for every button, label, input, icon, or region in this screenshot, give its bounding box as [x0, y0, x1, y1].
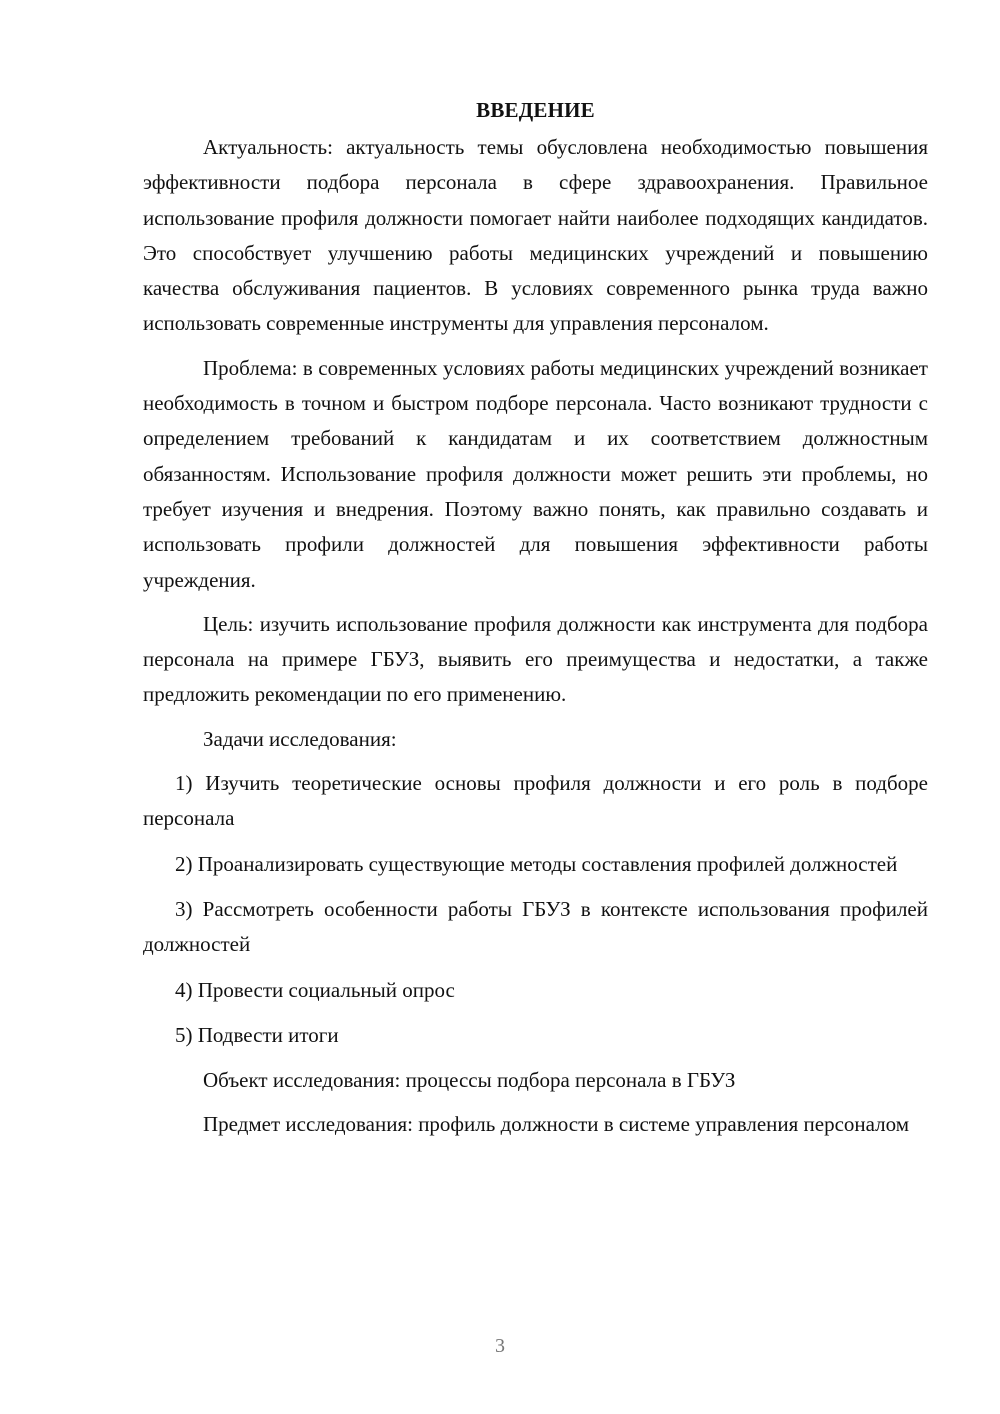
- page-number: 3: [495, 1335, 505, 1357]
- task-item-2: 2) Проанализировать существующие методы составления профилей должностей: [175, 851, 898, 876]
- section-heading: ВВЕДЕНИЕ: [476, 98, 595, 122]
- paragraph-object: Объект исследования: процессы подбора персонала в ГБУЗ: [203, 1068, 736, 1093]
- task-item-4: 4) Провести социальный опрос: [175, 977, 455, 1002]
- task-item-3: 3) Рассмотреть особенности работы ГБУЗ в контексте использования профилей должностей: [143, 896, 928, 957]
- task-item-1: 1) Изучить теоретические основы профиля должности и его роль в подборе персонала: [143, 771, 928, 831]
- paragraph-tasks-intro: Задачи исследования:: [203, 726, 397, 751]
- paragraph-goal: Цель: изучить использование профиля должности как инструмента для подбора персонала на примере ГБУЗ, выявить его преимущества и недостатки, а также предложить рекомендации по его применению.: [143, 611, 928, 707]
- paragraph-relevance: Актуальность: актуальность темы обусловлена необходимостью повышения эффективности подбора персонала в сфере здравоохранения. Правильное использование профиля должности помогает найти наиболее подходящих кандидатов. Это способствует улучшению работы медицинских учреждений и повышению качества обслуживания пациентов. В условиях современного рынка труда важно использовать современные инструменты для управления персоналом.: [143, 135, 928, 336]
- paragraph-problem: Проблема: в современных условиях работы медицинских учреждений возникает необходимость в точном и быстром подборе персонала. Часто возникают трудности с определением требований к кандидатам и их соответствием должностным обязанностям. Использование профиля должности может решить эти проблемы, но требует изучения и внедрения. Поэтому важно понять, как правильно создавать и использовать профили должностей для повышения эффективности работы учреждения.: [143, 355, 928, 592]
- task-item-5: 5) Подвести итоги: [175, 1022, 339, 1047]
- page-content: [143, 92, 928, 1143]
- paragraph-subject: Предмет исследования: профиль должности в системе управления персоналом: [203, 1112, 910, 1137]
